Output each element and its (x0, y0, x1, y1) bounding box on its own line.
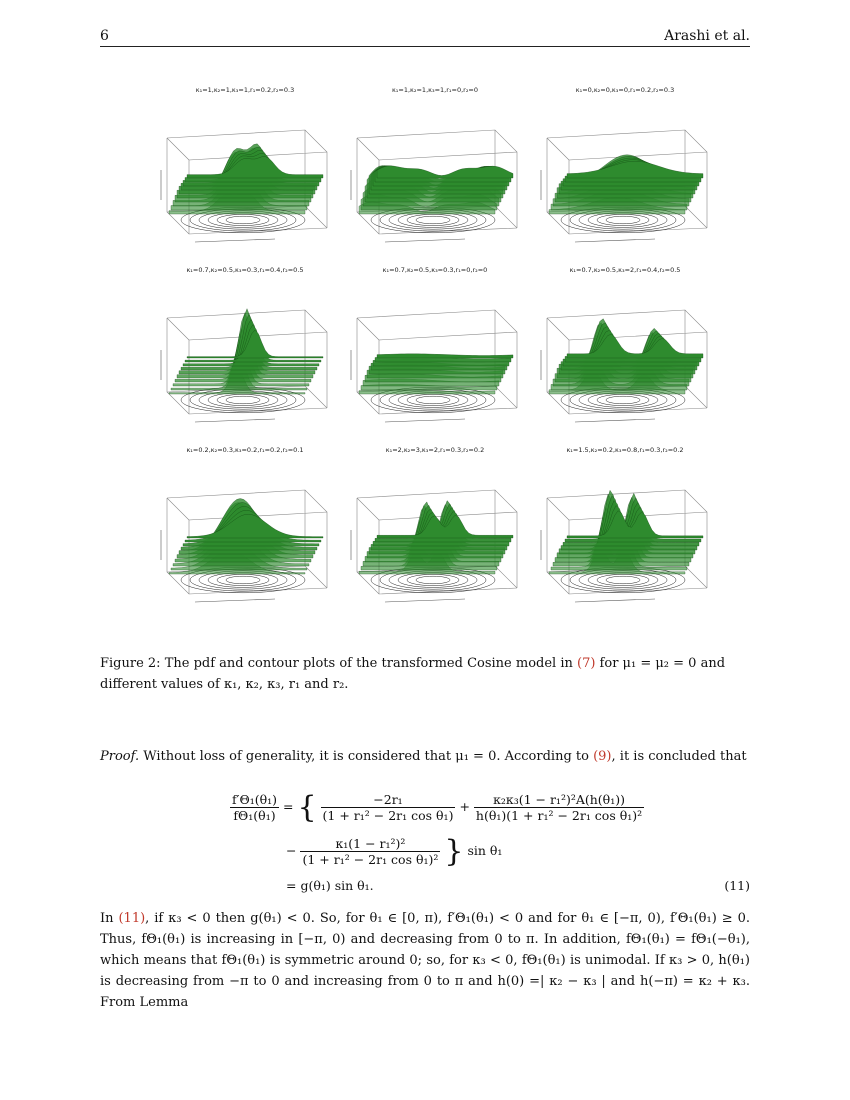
caption-tail: for μ₁ = μ₂ = 0 and different values of κ₁, κ₂, κ₃, r₁ and r₂. (100, 656, 726, 692)
term-2-denominator: h(θ₁)(1 + r₁² − 2r₁ cos θ₁)² (475, 808, 643, 823)
surface-plot (345, 100, 525, 250)
x-axis (195, 599, 275, 602)
panel-title: κ₁=0.7,κ₂=0.5,κ₃=2,r₁=0.4,r₂=0.5 (569, 266, 681, 274)
surface-plot (535, 100, 715, 250)
surface (359, 166, 513, 214)
proof-tail: , it is concluded that (611, 749, 747, 764)
contour-line (226, 216, 260, 224)
surface-plot (155, 280, 335, 430)
equation-reference-link[interactable]: (9) (593, 749, 612, 764)
surface-plot (535, 280, 715, 430)
panel-title: κ₁=1,κ₂=1,κ₃=1,r₁=0.2,r₂=0.3 (195, 86, 295, 94)
page-number: 6 (100, 28, 109, 44)
surface (169, 499, 323, 575)
equation-reference-link[interactable]: (7) (577, 656, 596, 671)
contour-line (416, 576, 450, 584)
contour-line (208, 573, 278, 588)
figure-panel (340, 262, 530, 442)
surface-strip (377, 166, 513, 178)
surface (359, 501, 513, 574)
x-axis (575, 599, 655, 602)
contour-line (606, 576, 640, 584)
lhs-numerator: f′Θ₁(θ₁) (232, 792, 278, 807)
equation-number: (11) (724, 878, 750, 893)
lhs-denominator: fΘ₁(θ₁) (233, 808, 276, 823)
x-axis (195, 419, 275, 422)
para-text: , if κ₃ < 0 then g(θ₁) < 0. So, for θ₁ ∈ [0, π), f′Θ₁(θ₁) < 0 and for θ₁ ∈ [−π, 0), f′Θ₁(θ₁) ≥ 0. Thus, fΘ₁(θ₁) is increasing in [−π, 0) and decreasing from 0 to π. In addition, fΘ₁(θ₁) = fΘ₁(−θ₁), which means that fΘ₁(θ₁) is symmetric around 0; so, for κ₃ < 0, fΘ₁(θ₁) is unimodal. If κ₃ > 0, h(θ₁) is decreasing from −π to 0 and increasing from 0 to π and h(0) =| κ₂ − κ₃ | and h(−π) = κ₂ + κ₃. From Lemma (100, 911, 751, 1010)
caption-lead: Figure 2: The pdf and contour plots of the transformed Cosine model in (100, 656, 577, 671)
contour-line (398, 213, 468, 228)
contour-line (208, 393, 278, 408)
lhs-fraction (230, 792, 279, 823)
surface-plot (155, 100, 335, 250)
x-axis (575, 239, 655, 242)
panel-title: κ₁=0,κ₂=0,κ₃=0,r₁=0.2,r₂=0.3 (575, 86, 675, 94)
panel-title: κ₁=0.7,κ₂=0.5,κ₃=0.3,r₁=0,r₂=0 (382, 266, 488, 274)
surface (549, 490, 703, 574)
panel-title: κ₁=1,κ₂=1,κ₃=1,r₁=0,r₂=0 (391, 86, 479, 94)
proof-label: Proof. (100, 749, 140, 764)
proof-lead: Without loss of generality, it is considered that μ₁ = 0. According to (139, 749, 594, 764)
para-lead: In (100, 911, 119, 926)
running-head: Arashi et al. (664, 28, 750, 44)
surface-strip (567, 161, 703, 178)
proof-intro (100, 749, 750, 764)
x-axis (195, 239, 275, 242)
surface (169, 309, 323, 394)
term-3-numerator: κ₁(1 − r₁²)² (300, 836, 440, 852)
figure-panel (340, 442, 530, 622)
contour-line (588, 213, 658, 228)
term-1-fraction (321, 792, 456, 823)
x-axis (385, 599, 465, 602)
term-3-fraction (300, 836, 440, 867)
surface-strip (187, 514, 323, 538)
body-paragraph (100, 908, 750, 1013)
surface-plot (155, 460, 335, 610)
surface (359, 354, 513, 394)
equation-line-2: − $\frac{\text{κ₁(1 − r₁²)²}}{\text{(1 + r₁² − 2r₁ cos θ₁)²}}$ } sin θ₁ (286, 834, 503, 869)
figure-panel (150, 442, 340, 622)
contour-line (416, 216, 450, 224)
contour-line (226, 576, 260, 584)
figure-grid (150, 82, 720, 622)
figure-panel (530, 262, 720, 442)
equation-line-3: = g(θ₁) sin θ₁. (286, 878, 374, 893)
contour-line (226, 396, 260, 404)
equation-reference-link[interactable]: (11) (118, 911, 146, 926)
panel-title: κ₁=2,κ₂=3,κ₃=2,r₁=0.3,r₂=0.2 (385, 446, 485, 454)
surface (549, 319, 703, 394)
display-equation (230, 790, 750, 900)
surface (169, 144, 323, 214)
term-2-fraction (474, 792, 644, 823)
figure-panel (340, 82, 530, 262)
contour-line (208, 213, 278, 228)
contour-line (398, 393, 468, 408)
figure-panel (150, 262, 340, 442)
page-header (100, 24, 750, 47)
equation-line-1: $\frac{\text{f′Θ₁(θ₁)}}{\text{fΘ₁(θ₁)}}$ = { $\frac{\text{−2r₁}}{\text{(1 + r₁² − 2r₁ cos θ₁)}}$ + $\frac{\text{κ₂κ₃(1 − r₁²)²A(h(θ₁))}}{\text{h(θ₁)(1 + r₁² − 2r₁ cos θ₁)²}}$ (232, 790, 643, 825)
contour-line (606, 396, 640, 404)
surface-strip (567, 334, 703, 358)
figure-panel (530, 442, 720, 622)
panel-title: κ₁=0.7,κ₂=0.5,κ₃=0.3,r₁=0.4,r₂=0.5 (186, 266, 304, 274)
surface-plot (535, 460, 715, 610)
figure-caption (100, 653, 750, 695)
x-axis (575, 419, 655, 422)
surface-plot (345, 280, 525, 430)
contour-line (398, 573, 468, 588)
contour-line (606, 216, 640, 224)
term-1-denominator: (1 + r₁² − 2r₁ cos θ₁) (322, 808, 454, 823)
figure-panel (150, 82, 340, 262)
term-2-numerator: κ₂κ₃(1 − r₁²)²A(h(θ₁)) (474, 792, 644, 808)
surface-strip (187, 330, 323, 358)
term-3-denominator: (1 + r₁² − 2r₁ cos θ₁)² (302, 852, 439, 867)
contour-line (416, 396, 450, 404)
figure-panel (530, 82, 720, 262)
panel-title: κ₁=1.5,κ₂=0.2,κ₃=0.8,r₁=0.3,r₂=0.2 (566, 446, 684, 454)
sin-factor: sin θ₁ (467, 843, 503, 858)
surface (549, 155, 703, 214)
surface-strip (377, 354, 513, 358)
panel-title: κ₁=0.2,κ₂=0.3,κ₃=0.2,r₁=0.2,r₂=0.1 (186, 446, 304, 454)
contour-line (588, 393, 658, 408)
contour-line (588, 573, 658, 588)
term-1-numerator: −2r₁ (321, 792, 456, 808)
x-axis (385, 419, 465, 422)
surface-plot (345, 460, 525, 610)
x-axis (385, 239, 465, 242)
surface-strip (187, 157, 323, 179)
